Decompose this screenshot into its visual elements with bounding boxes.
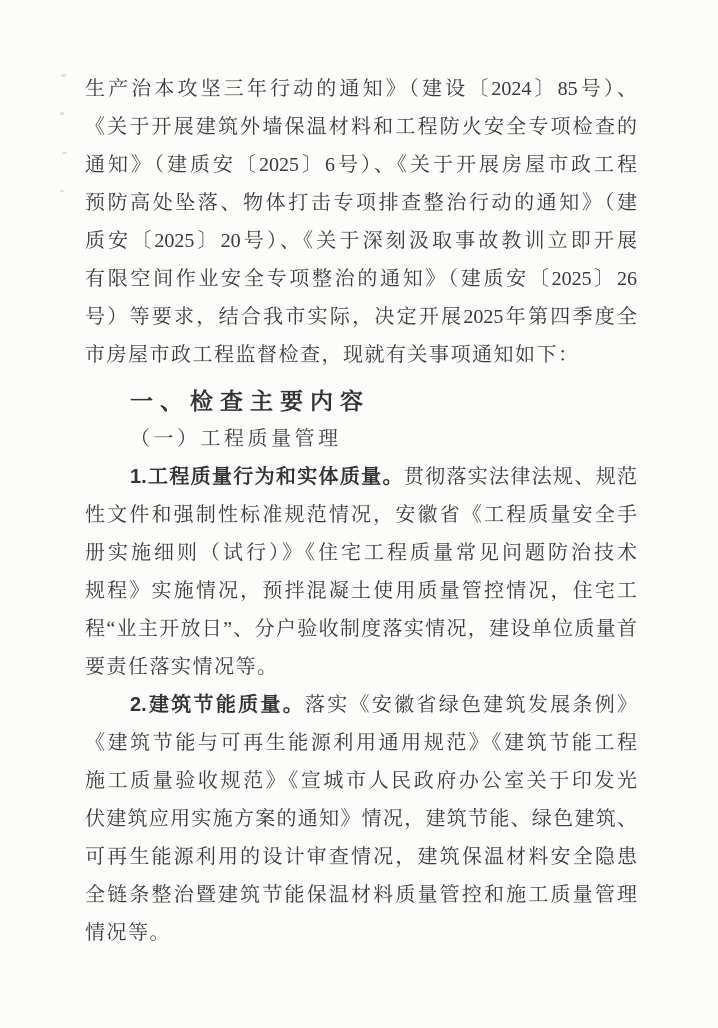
scan-speck xyxy=(60,112,64,115)
document-line xyxy=(85,838,637,876)
section-heading xyxy=(85,382,637,420)
document-line xyxy=(85,724,637,762)
document-line xyxy=(85,222,637,260)
document-line xyxy=(85,458,637,496)
document-line xyxy=(85,686,637,724)
text-segment: 施工质量验收规范》《宣城市人民政府办公室关于印发光 xyxy=(85,770,637,792)
text-segment: 《建筑节能与可再生能源利用通用规范》《建筑节能工程 xyxy=(85,732,637,754)
text-segment: 通知》（建质安〔2025〕6号）、《关于开展房屋市政工程 xyxy=(85,154,637,176)
text-segment: 《关于开展建筑外墙保温材料和工程防火安全专项检查的 xyxy=(85,116,637,138)
text-segment: 伏建筑应用实施方案的通知》情况，建筑节能、绿色建筑、 xyxy=(85,808,637,830)
document-line xyxy=(85,800,637,838)
document-text-block xyxy=(85,70,637,952)
document-line xyxy=(85,184,637,222)
scan-speck xyxy=(60,190,64,192)
text-segment: 有限空间作业安全专项整治的通知》（建质安〔2025〕26 xyxy=(85,268,637,290)
text-segment: 程“业主开放日”、分户验收制度落实情况，建设单位质量首 xyxy=(85,618,637,640)
text-segment: 要责任落实情况等。 xyxy=(85,656,279,678)
bold-lead-text: 1.工程质量行为和实体质量。 xyxy=(130,466,404,488)
document-line xyxy=(85,914,637,952)
document-line xyxy=(85,496,637,534)
document-line xyxy=(85,648,637,686)
text-segment: （一）工程质量管理 xyxy=(130,428,342,450)
scan-speck xyxy=(61,74,66,77)
document-line xyxy=(85,572,637,610)
subsection-heading xyxy=(85,420,637,458)
text-segment: 贯彻落实法律法规、规范 xyxy=(403,466,638,488)
document-line xyxy=(85,610,637,648)
bold-lead-text: 2.建筑节能质量。 xyxy=(130,694,305,716)
text-segment: 质安〔2025〕20号）、《关于深刻汲取事故教训立即开展 xyxy=(85,230,637,252)
document-line xyxy=(85,260,637,298)
scan-speck xyxy=(62,152,67,154)
text-segment: 生产治本攻坚三年行动的通知》（建设〔2024〕85号）、 xyxy=(85,78,637,100)
text-segment: 市房屋市政工程监督检查，现就有关事项通知如下： xyxy=(85,344,580,366)
text-segment: 性文件和强制性标准规范情况，安徽省《工程质量安全手 xyxy=(85,504,637,526)
text-segment: 可再生能源利用的设计审查情况，建筑保温材料安全隐患 xyxy=(85,846,637,868)
document-line xyxy=(85,146,637,184)
text-segment: 全链条整治暨建筑节能保温材料质量管控和施工质量管理 xyxy=(85,884,637,906)
text-segment: 预防高处坠落、物体打击专项排查整治行动的通知》（建 xyxy=(85,192,637,214)
document-line xyxy=(85,108,637,146)
text-segment: 号）等要求，结合我市实际，决定开展2025年第四季度全 xyxy=(85,306,637,328)
document-line xyxy=(85,876,637,914)
text-segment: 情况等。 xyxy=(85,922,171,944)
document-line xyxy=(85,336,637,374)
text-segment: 册实施细则（试行）》《住宅工程质量常见问题防治技术 xyxy=(85,542,637,564)
document-line xyxy=(85,534,637,572)
document-line xyxy=(85,762,637,800)
document-line xyxy=(85,298,637,336)
text-segment: 一、检查主要内容 xyxy=(130,388,370,414)
document-line xyxy=(85,70,637,108)
text-segment: 规程》实施情况，预拌混凝土使用质量管控情况，住宅工 xyxy=(85,580,637,602)
text-segment: 落实《安徽省绿色建筑发展条例》 xyxy=(304,694,638,716)
